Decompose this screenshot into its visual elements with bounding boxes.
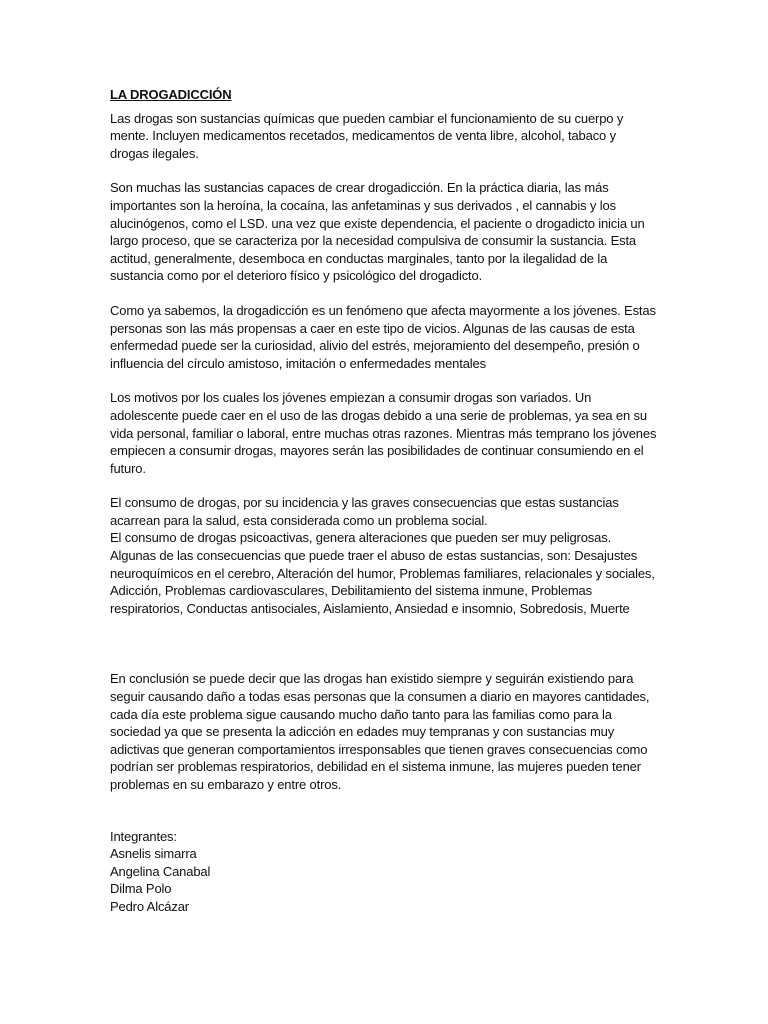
member-name: Dilma Polo	[110, 881, 172, 897]
paragraph-social-problem: El consumo de drogas, por su incidencia y las graves consecuencias que estas sustancias acarrean para la salud, esta considerada como un problema social.	[110, 495, 619, 528]
member-name: Asnelis simarra	[110, 846, 197, 862]
paragraph-substances: Son muchas las sustancias capaces de crear drogadicción. En la práctica diaria, las más importantes son la heroína, la cocaína, las anfetaminas y sus derivados , el cannabis y los alucinógenos, como el LSD. una vez que existe dependencia, el paciente o drogadicto inicia un largo proceso, que se caracteriza por la necesidad compulsiva de consumir la sustancia. Esta actitud, generalmente, desemboca en conductas marginales, tanto por la ilegalidad de la sustancia como por el deterioro físico y psicológico del drogadicto.	[110, 180, 645, 284]
spacer	[110, 617, 658, 670]
paragraph-consequences: El consumo de drogas psicoactivas, genera alteraciones que pueden ser muy peligrosas. Algunas de las consecuencias que puede traer el abuso de estas sustancias, son: Desajustes neuroquímicos en el cerebro, Alteración del humor, Problemas familiares, relacionales y sociales, Adicción, Problemas cardiovasculares, Debilitamiento del sistema inmune, Problemas respiratorios, Conductas antisociales, Aislamiento, Ansiedad e insomnio, Sobredosis, Muerte	[110, 530, 655, 616]
member-name: Pedro Alcázar	[110, 898, 189, 914]
paragraph-causes: Como ya sabemos, la drogadicción es un fenómeno que afecta mayormente a los jóvenes. Estas personas son las más propensas a caer en este tipo de vicios. Algunas de las causas de esta enfermedad puede ser la curiosidad, alivio del estrés, mejoramiento del desempeño, presión o influencia del círculo amistoso, imitación o enfermedades mentales	[110, 302, 656, 371]
paragraph-definition: Las drogas son sustancias químicas que pueden cambiar el funcionamiento de su cuerpo y mente. Incluyen medicamentos recetados, medicamentos de venta libre, alcohol, tabaco y drogas ilegales.	[110, 110, 624, 161]
document-title: LA DROGADICCIÓN	[110, 87, 232, 102]
members-label: Integrantes:	[110, 828, 177, 844]
document-body	[110, 86, 658, 916]
member-name: Angelina Canabal	[110, 863, 211, 879]
paragraph-motives: Los motivos por los cuales los jóvenes empiezan a consumir drogas son variados. Un adolescente puede caer en el uso de las drogas debido a una serie de problemas, ya sea en su vida personal, familiar o laboral, entre muchas otras razones. Mientras más temprano los jóvenes empiecen a consumir drogas, mayores serán las posibilidades de continuar consumiendo en el futuro.	[110, 390, 657, 476]
spacer	[110, 794, 658, 828]
paragraph-conclusion: En conclusión se puede decir que las drogas han existido siempre y seguirán existiendo para seguir causando daño a todas esas personas que la consumen a diario en mayores cantidades, cada día este problema sigue causando mucho daño tanto para las familias como para la sociedad ya que se presenta la adicción en edades muy tempranas y con sustancias muy adictivas que generan comportamientos irresponsables que tienen graves consecuencias como podrían ser problemas respiratorios, debilidad en el sistema inmune, las mujeres pueden tener problemas en su embarazo y entre otros.	[110, 671, 650, 792]
